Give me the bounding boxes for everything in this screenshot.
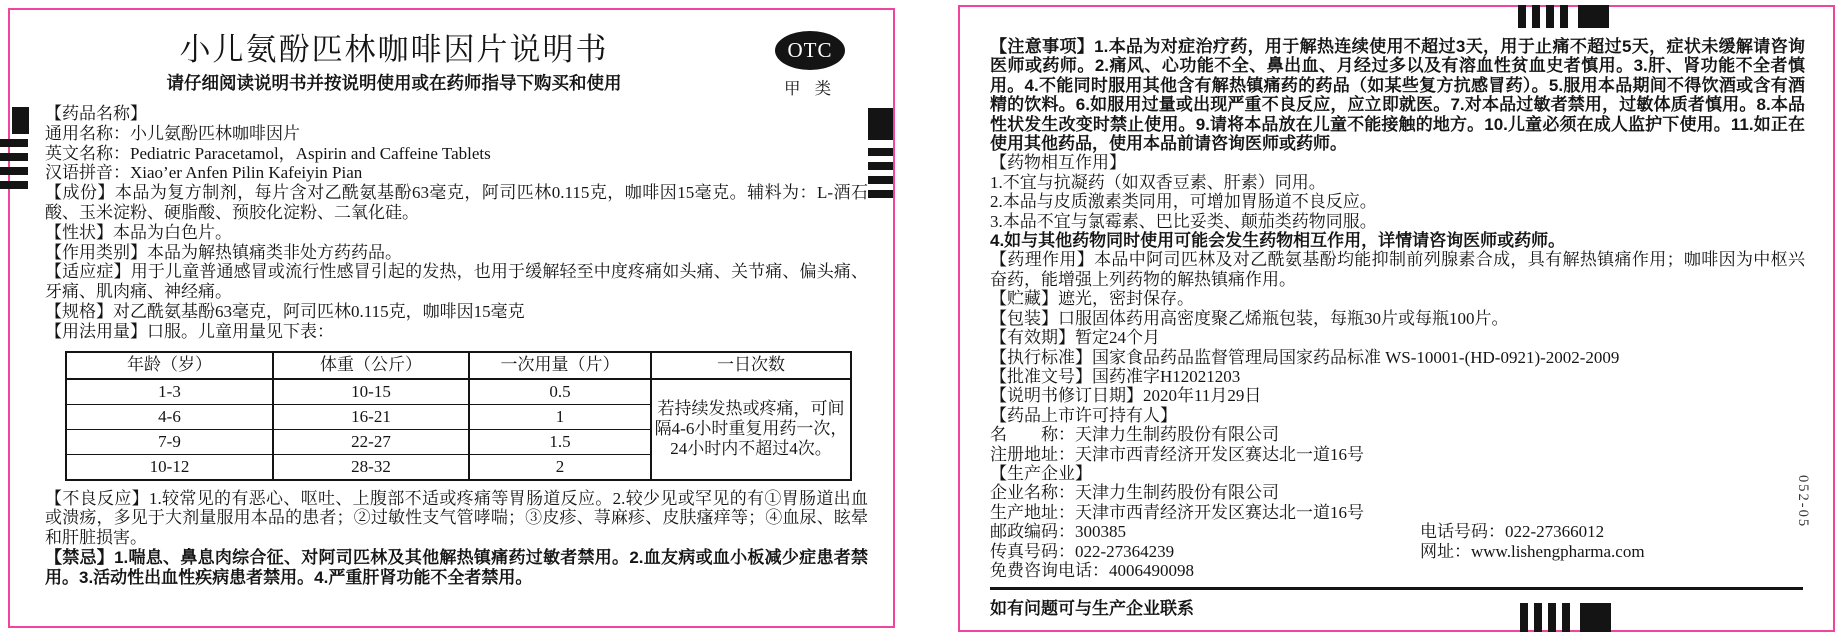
section-approval-number: 【批准文号】国药准字H12021203 [990,366,1241,386]
section-precautions: 【注意事项】1.本品为对症治疗药，用于解热连续使用不超过3天，用于止痛不超过5天，症状未缓解请咨询医师或药师。2.痛风、心功能不全、鼻出血、月经过多以及有溶血性贫血史者慎用。3.肝、肾功能不全者慎用。4.不能同时服用其他含有解热镇痛药的药品（如某些复方抗感冒药）。5.服用本品期间不得饮酒或含有酒精的饮料。6.如服用过量或出现严重不良反应，应立即就医。7.对本品过敏者禁用，过敏体质者慎用。8.本品性状发生改变时禁止使用。9.请将本品放在儿童不能接触的地方。10.儿童必须在成人监护下使用。11.如正在使用其他药品，使用本品前请咨询医师或药师。 [990,37,1805,154]
section-standard: 【执行标准】国家食品药品监督管理局国家药品标准 WS-10001-(HD-0921)-2002-2009 [990,347,1620,367]
front-body-text [45,104,868,588]
holder-name: 名 称：天津力生制药股份有限公司 [990,425,1279,445]
back-body-text [990,37,1805,619]
registration-square-right [868,108,893,140]
section-category: 【作用类别】本品为解热镇痛类非处方药药品。 [45,242,402,262]
cell-dose: 0.5 [469,379,651,405]
read-instruction-subtitle: 请仔细阅读说明书并按说明使用或在药师指导下购买和使用 [166,73,622,93]
interaction-item: 2.本品与皮质激素类同用，可增加胃肠道不良反应。 [990,192,1377,212]
manufacturer-address: 生产地址：天津市西青经济开发区赛达北一道16号 [990,502,1364,522]
interaction-item: 1.不宜与抗凝药（如双香豆素、肝素）同用。 [990,172,1326,192]
otc-badge [771,31,849,99]
section-indications: 【适应症】用于儿童普通感冒或流行性感冒引起的发热，也用于缓解轻至中度疼痛如头痛、关节痛、偏头痛、牙痛、肌肉痛、神经痛。 [45,262,868,302]
interaction-item-warning: 4.如与其他药物同时使用可能会发生药物相互作用，详情请咨询医师或药师。 [990,231,1566,251]
registration-square-left [12,107,29,134]
section-packaging: 【包装】口服固体药用高密度聚乙烯瓶包装，每瓶30片或每瓶100片。 [990,308,1509,328]
color-bar-icon [868,148,893,156]
contact-manufacturer-note: 如有问题可与生产企业联系 [990,599,1194,619]
section-license-holder: 【药品上市许可持有人】 [990,405,1177,425]
generic-name: 通用名称：小儿氨酚匹林咖啡因片 [45,123,300,143]
cell-weight: 22-27 [273,429,469,454]
holder-address: 注册地址：天津市西青经济开发区赛达北一道16号 [990,444,1364,464]
col-age: 年龄（岁） [66,352,273,379]
dosage-table [65,351,852,481]
col-frequency: 一日次数 [651,352,851,379]
section-revision-date: 【说明书修订日期】2020年11月29日 [990,386,1262,406]
section-adverse-reactions: 【不良反应】1.较常见的有恶心、呕吐、上腹部不适或疼痛等胃肠道反应。2.较少见或罕见的有①胃肠道出血或溃疡，多见于大剂量服用本品的患者；②过敏性支气管哮喘；③皮疹、荨麻疹、皮肤瘙痒等；④血尿、眩晕和肝脏损害。 [45,488,868,548]
section-interactions-title: 【药物相互作用】 [990,153,1126,173]
manufacturer-name: 企业名称：天津力生制药股份有限公司 [990,483,1279,503]
print-batch-code: 052-05 [1795,475,1811,529]
section-dosage: 【用法用量】口服。儿童用量见下表： [45,321,334,341]
hotline-number: 免费咨询电话：4006490098 [990,560,1194,580]
section-strength: 【规格】对乙酰氨基酚63毫克，阿司匹林0.115克，咖啡因15毫克 [45,301,525,321]
cell-age: 7-9 [66,429,273,454]
contact-block [990,542,1805,561]
cell-weight: 28-32 [273,454,469,480]
color-bar-icon [0,181,28,189]
color-bar-icon [868,162,893,170]
color-bar-icon [0,139,28,147]
section-manufacturer: 【生产企业】 [990,463,1092,483]
barcode-mark-bottom [1520,603,1611,632]
frequency-note: 若持续发热或疼痛，可间隔4-6小时重复用药一次，24小时内不超过4次。 [651,379,851,480]
cell-age: 10-12 [66,454,273,480]
leaflet-back-panel [958,5,1835,632]
section-pharmacology: 【药理作用】本品中阿司匹林及对乙酰氨基酚均能抑制前列腺素合成，具有解热镇痛作用；咖啡因为中枢兴奋药，能增强上列药物的解热镇痛作用。 [990,250,1805,289]
section-shelf-life: 【有效期】暂定24个月 [990,328,1160,348]
postal-code: 邮政编码：300385 [990,522,1126,542]
english-name: 英文名称：Pediatric Paracetamol，Aspirin and Caffeine Tablets [45,143,491,163]
table-header-row [66,352,851,379]
phone-number: 电话号码：022-27366012 [1420,522,1605,542]
interaction-item: 3.本品不宜与氯霉素、巴比妥类、颠茄类药物同服。 [990,211,1377,231]
divider-rule [990,587,1803,590]
barcode-mark-top [1518,5,1609,28]
cell-dose: 2 [469,454,651,480]
leaflet-header [10,10,893,104]
col-weight: 体重（公斤） [273,352,469,379]
table-row [66,379,851,405]
otc-class-label: 甲 类 [783,79,837,98]
color-bar-icon [0,167,28,175]
cell-dose: 1 [469,404,651,429]
section-contraindications: 【禁忌】1.喘息、鼻息肉综合征、对阿司匹林及其他解热镇痛药过敏者禁用。2.血友病或血小板减少症患者禁用。3.活动性出血性疾病患者禁用。4.严重肝肾功能不全者禁用。 [45,547,868,587]
cell-weight: 16-21 [273,404,469,429]
cell-age: 4-6 [66,404,273,429]
leaflet-front-panel [8,8,895,628]
section-drug-name: 【药品名称】 [45,104,147,123]
fax-number: 传真号码：022-27364239 [990,541,1175,561]
pinyin-name: 汉语拼音：Xiao’er Anfen Pilin Kafeiyin Pian [45,163,363,183]
section-storage: 【贮藏】遮光，密封保存。 [990,289,1194,309]
otc-oval-icon: OTC [775,31,845,70]
drug-title: 小儿氨酚匹林咖啡因片说明书 [179,32,609,67]
col-dose: 一次用量（片） [469,352,651,379]
cell-dose: 1.5 [469,429,651,454]
section-description: 【性状】本品为白色片。 [45,222,232,242]
color-bar-icon [868,176,893,184]
cell-age: 1-3 [66,379,273,405]
section-ingredients: 【成份】本品为复方制剂，每片含对乙酰氨基酚63毫克，阿司匹林0.115克，咖啡因15毫克。辅料为：L-酒石酸、玉米淀粉、硬脂酸、预胶化淀粉、二氧化硅。 [45,183,868,222]
cell-weight: 10-15 [273,379,469,405]
contact-block [990,522,1805,541]
color-bar-icon [0,153,28,161]
website-url: 网址：www.lishengpharma.com [1420,541,1645,561]
color-bar-icon [868,190,893,198]
